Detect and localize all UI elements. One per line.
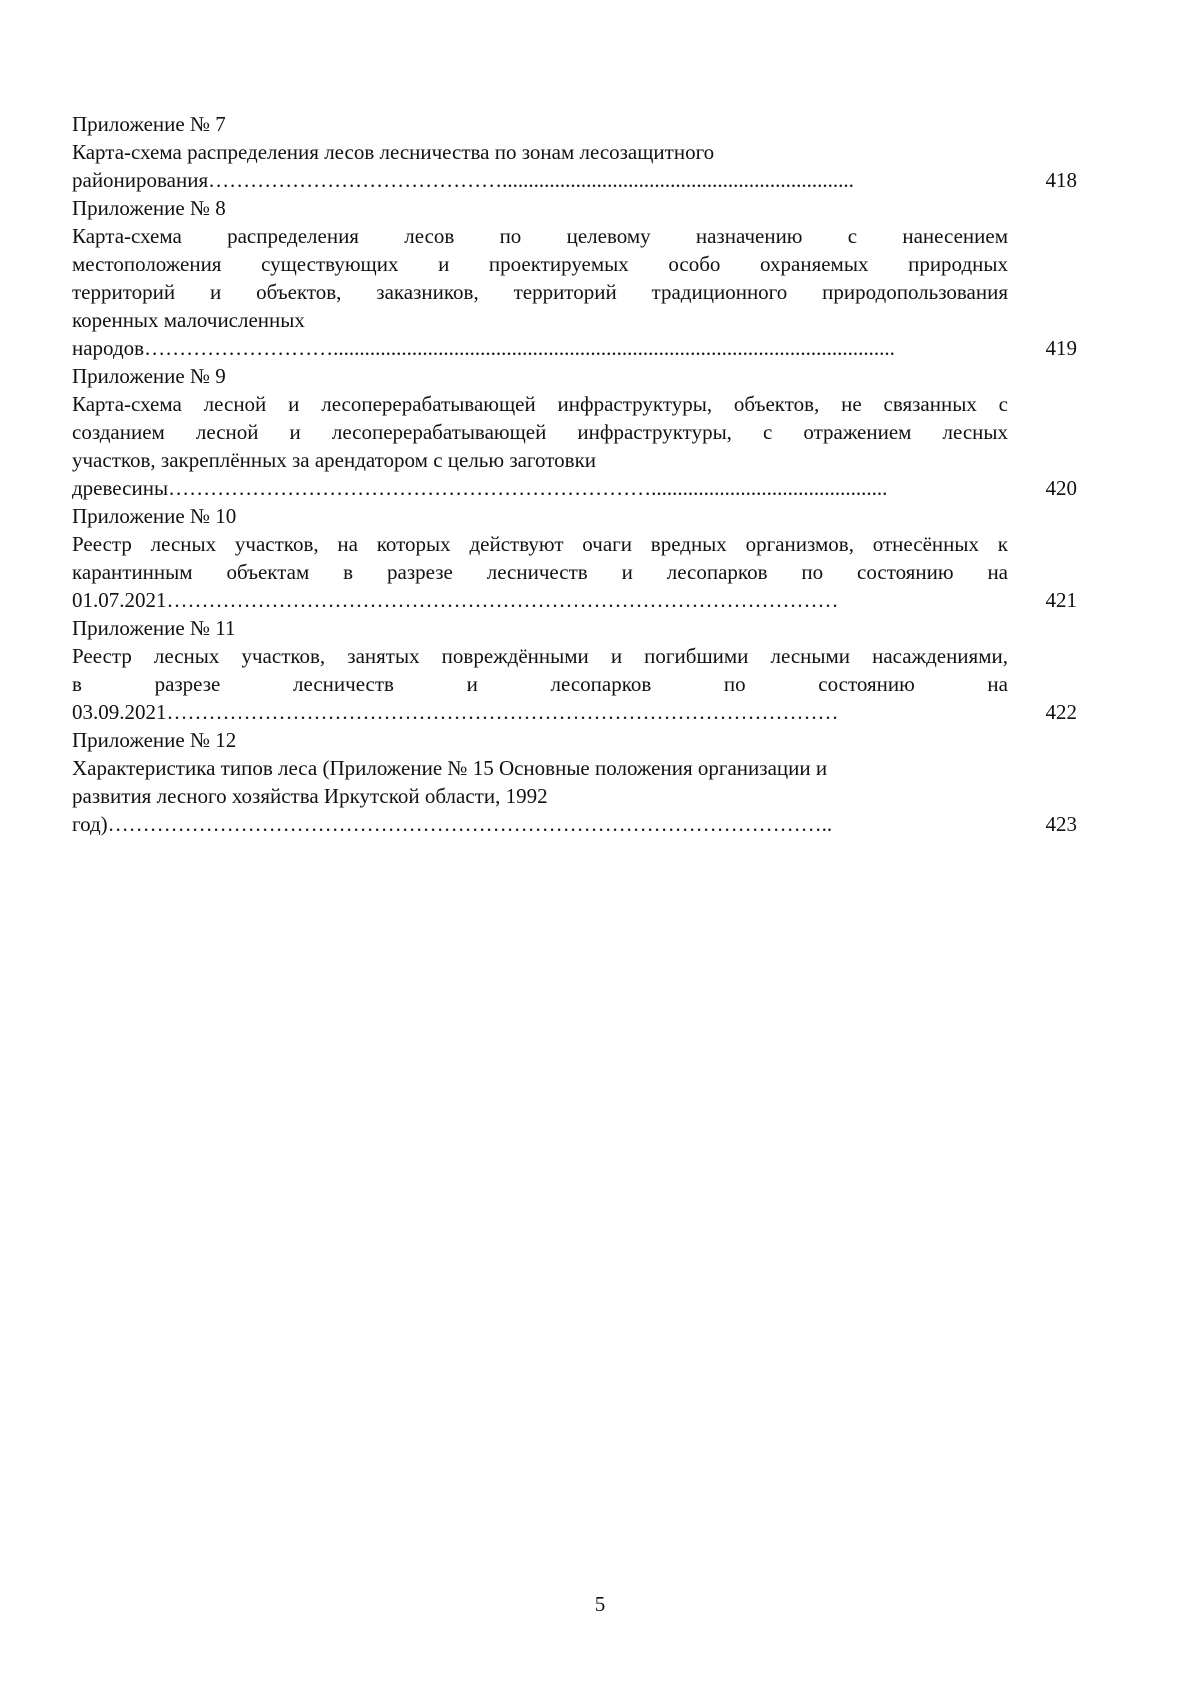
toc-entry-final-text: районирования (72, 168, 209, 192)
toc-entry-leader (72, 586, 1008, 614)
toc-entry-title-line: созданием лесной и лесоперерабатывающей инфраструктуры, с отражением лесных (72, 420, 1008, 444)
dot-leader: ………………………........................................................................................................... (144, 336, 895, 360)
toc-entry-final-line (72, 334, 1077, 362)
toc-entry-appendix-12 (72, 726, 1077, 838)
toc-entry-appendix-11 (72, 614, 1077, 726)
toc-entry-appendix-9 (72, 362, 1077, 502)
toc-entry-title-line: Характеристика типов леса (Приложение № 15 Основные положения организации и (72, 756, 828, 780)
toc-entry-title-line: коренных малочисленных (72, 308, 305, 332)
toc-page-number: 421 (1045, 588, 1077, 612)
toc-entry-leader (72, 698, 1008, 726)
toc-entry-heading: Приложение № 7 (72, 112, 226, 136)
dot-leader: ……………………………………................................................................... (208, 168, 854, 192)
toc-entry-final-line (72, 810, 1077, 838)
toc-entry-final-line (72, 698, 1077, 726)
toc-entry-heading: Приложение № 11 (72, 616, 236, 640)
toc-entry-title-line: участков, закреплённых за арендатором с целью заготовки (72, 448, 597, 472)
toc-page-number: 419 (1045, 336, 1077, 360)
toc-entry-leader (72, 474, 1008, 502)
toc-entry-final-text: народов (72, 336, 145, 360)
dot-leader: …………………………………………………………………………………… (166, 700, 839, 724)
toc-entry-title-line: развития лесного хозяйства Иркутской области, 1992 (72, 784, 548, 808)
toc-entry-final-text: год) (72, 812, 108, 836)
dot-leader: ……………………………………………………………............................................. (168, 476, 888, 500)
dot-leader: …………………………………………………………………………………… (166, 588, 839, 612)
toc-entry-title-line: Реестр лесных участков, на которых действуют очаги вредных организмов, отнесённых к (72, 532, 1008, 556)
toc-entry-appendix-10 (72, 502, 1077, 614)
dot-leader: ………………………………………………………………………………………….. (107, 812, 833, 836)
table-of-contents (72, 110, 1077, 838)
toc-entry-leader (72, 810, 1008, 838)
toc-entry-appendix-7 (72, 110, 1077, 194)
page-number-footer: 5 (594, 1592, 606, 1616)
toc-entry-title-line: территорий и объектов, заказников, территорий традиционного природопользования (72, 280, 1008, 304)
toc-entry-heading: Приложение № 9 (72, 364, 226, 388)
toc-entry-title-line: местоположения существующих и проектируемых особо охраняемых природных (72, 252, 1008, 276)
toc-page-number: 423 (1045, 812, 1077, 836)
toc-entry-leader (72, 334, 1008, 362)
toc-entry-final-text: 03.09.2021 (72, 700, 167, 724)
toc-entry-final-line (72, 474, 1077, 502)
toc-page-number: 418 (1045, 168, 1077, 192)
toc-entry-title-line: Карта-схема лесной и лесоперерабатывающей инфраструктуры, объектов, не связанных с (72, 392, 1008, 416)
toc-entry-title-line: карантинным объектам в разрезе лесничеств и лесопарков по состоянию на (72, 560, 1008, 584)
toc-page-number: 422 (1045, 700, 1077, 724)
toc-entry-title-line: в разрезе лесничеств и лесопарков по состоянию на (72, 672, 1008, 696)
toc-entry-final-line (72, 586, 1077, 614)
toc-entry-appendix-8 (72, 194, 1077, 362)
toc-entry-title-line: Реестр лесных участков, занятых повреждёнными и погибшими лесными насаждениями, (72, 644, 1008, 668)
toc-entry-heading: Приложение № 8 (72, 196, 226, 220)
toc-entry-heading: Приложение № 10 (72, 504, 237, 528)
toc-entry-title-line: Карта-схема распределения лесов лесничества по зонам лесозащитного (72, 140, 715, 164)
toc-entry-leader (72, 166, 1008, 194)
toc-entry-final-line (72, 166, 1077, 194)
toc-entry-final-text: древесины (72, 476, 169, 500)
toc-entry-heading: Приложение № 12 (72, 728, 237, 752)
toc-page-number: 420 (1045, 476, 1077, 500)
toc-entry-final-text: 01.07.2021 (72, 588, 167, 612)
toc-entry-title-line: Карта-схема распределения лесов по целевому назначению с нанесением (72, 224, 1008, 248)
